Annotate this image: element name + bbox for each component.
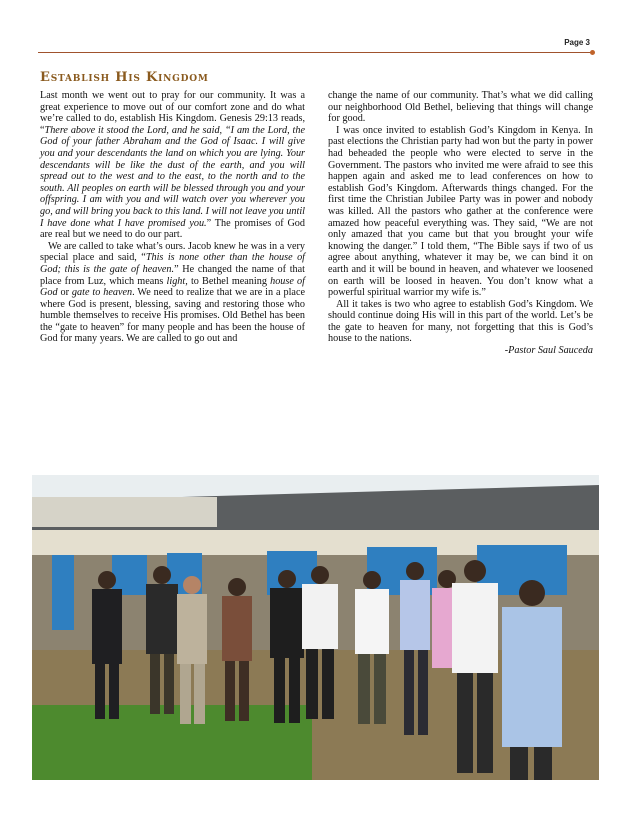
left-column xyxy=(40,90,305,345)
author-signature: -Pastor Saul Sauceda xyxy=(504,345,593,357)
right-paragraph-2: I was once invited to establish God’s Kingdom in Kenya. In past elections the Christian party had won but the party in power had beheaded the people who were elected to serve in the Government. The pastors who invited me were afraid to see this happen again and asked me to lead conferences on how to establish God’s Kingdom. Afterwards things changed. For the first time the Christian Jubilee Party was in power and nobody was killed. All the pastors who gather at the conference were amazed how peaceful everything was. They said, “We are not only amazed that you came but that you brought your wife knowing the danger.” I told them, “The Bible says if two of us agree about anything, whatever it may be, we can bind it on earth and it will be bound in heaven, and whatever we loosened on earth will be loosed in heaven. You don’t know what a powerful spiritual warrior my wife is.” xyxy=(328,124,593,299)
group-photo xyxy=(32,475,599,780)
page-number: Page 3 xyxy=(564,38,590,47)
right-paragraph-1: change the name of our community. That’s what we did calling our neighborhood Old Bethel, believing that things will change for good. xyxy=(328,90,593,125)
header-rule xyxy=(38,52,593,53)
right-column xyxy=(328,90,593,357)
left-paragraph-2: We are called to take what’s ours. Jacob knew he was in a very special place and said, “This is none other than the house of God; this is the gate of heaven.” He changed the name of that place from Luz, which means light, to Bethel meaning house of God or gate to heaven. We need to realize that we are in a place where God is present, blessing, saving and restoring those who humble themselves to receive His promises. Old Bethel has been the “gate to heaven” for many people and has been the house of God for many years. We are called to go out and xyxy=(40,240,305,345)
left-paragraph-1: Last month we went out to pray for our community. It was a great experience to move out of our comfort zone and do what we’re called to do, establish His Kingdom. Genesis 29:13 reads, “There above it stood the Lord, and he said, “I am the Lord, the God of your father Abraham and the God of Isaac. I will give you and your descendants the land on which you are lying. Your descendants will be like the dust of the earth, and you will spread out to the west and to the east, to the north and to the south. All peoples on earth will be blessed through you and your offspring. I am with you and will watch over you wherever you go, and will bring you back to this land. I will not leave you until I have done what I have promised you.” The promises of God are real but we need to do our part. xyxy=(40,90,305,241)
article-title: Establish His Kingdom xyxy=(40,70,209,85)
group-photo-illustration xyxy=(32,475,599,780)
header-rule-ornament xyxy=(590,50,595,55)
right-paragraph-3: All it takes is two who agree to establish God’s Kingdom. We should continue doing His will in this part of the world. Let’s be the gate to heaven for many, not forgetting that this is God’s house to the nations. xyxy=(328,298,593,345)
